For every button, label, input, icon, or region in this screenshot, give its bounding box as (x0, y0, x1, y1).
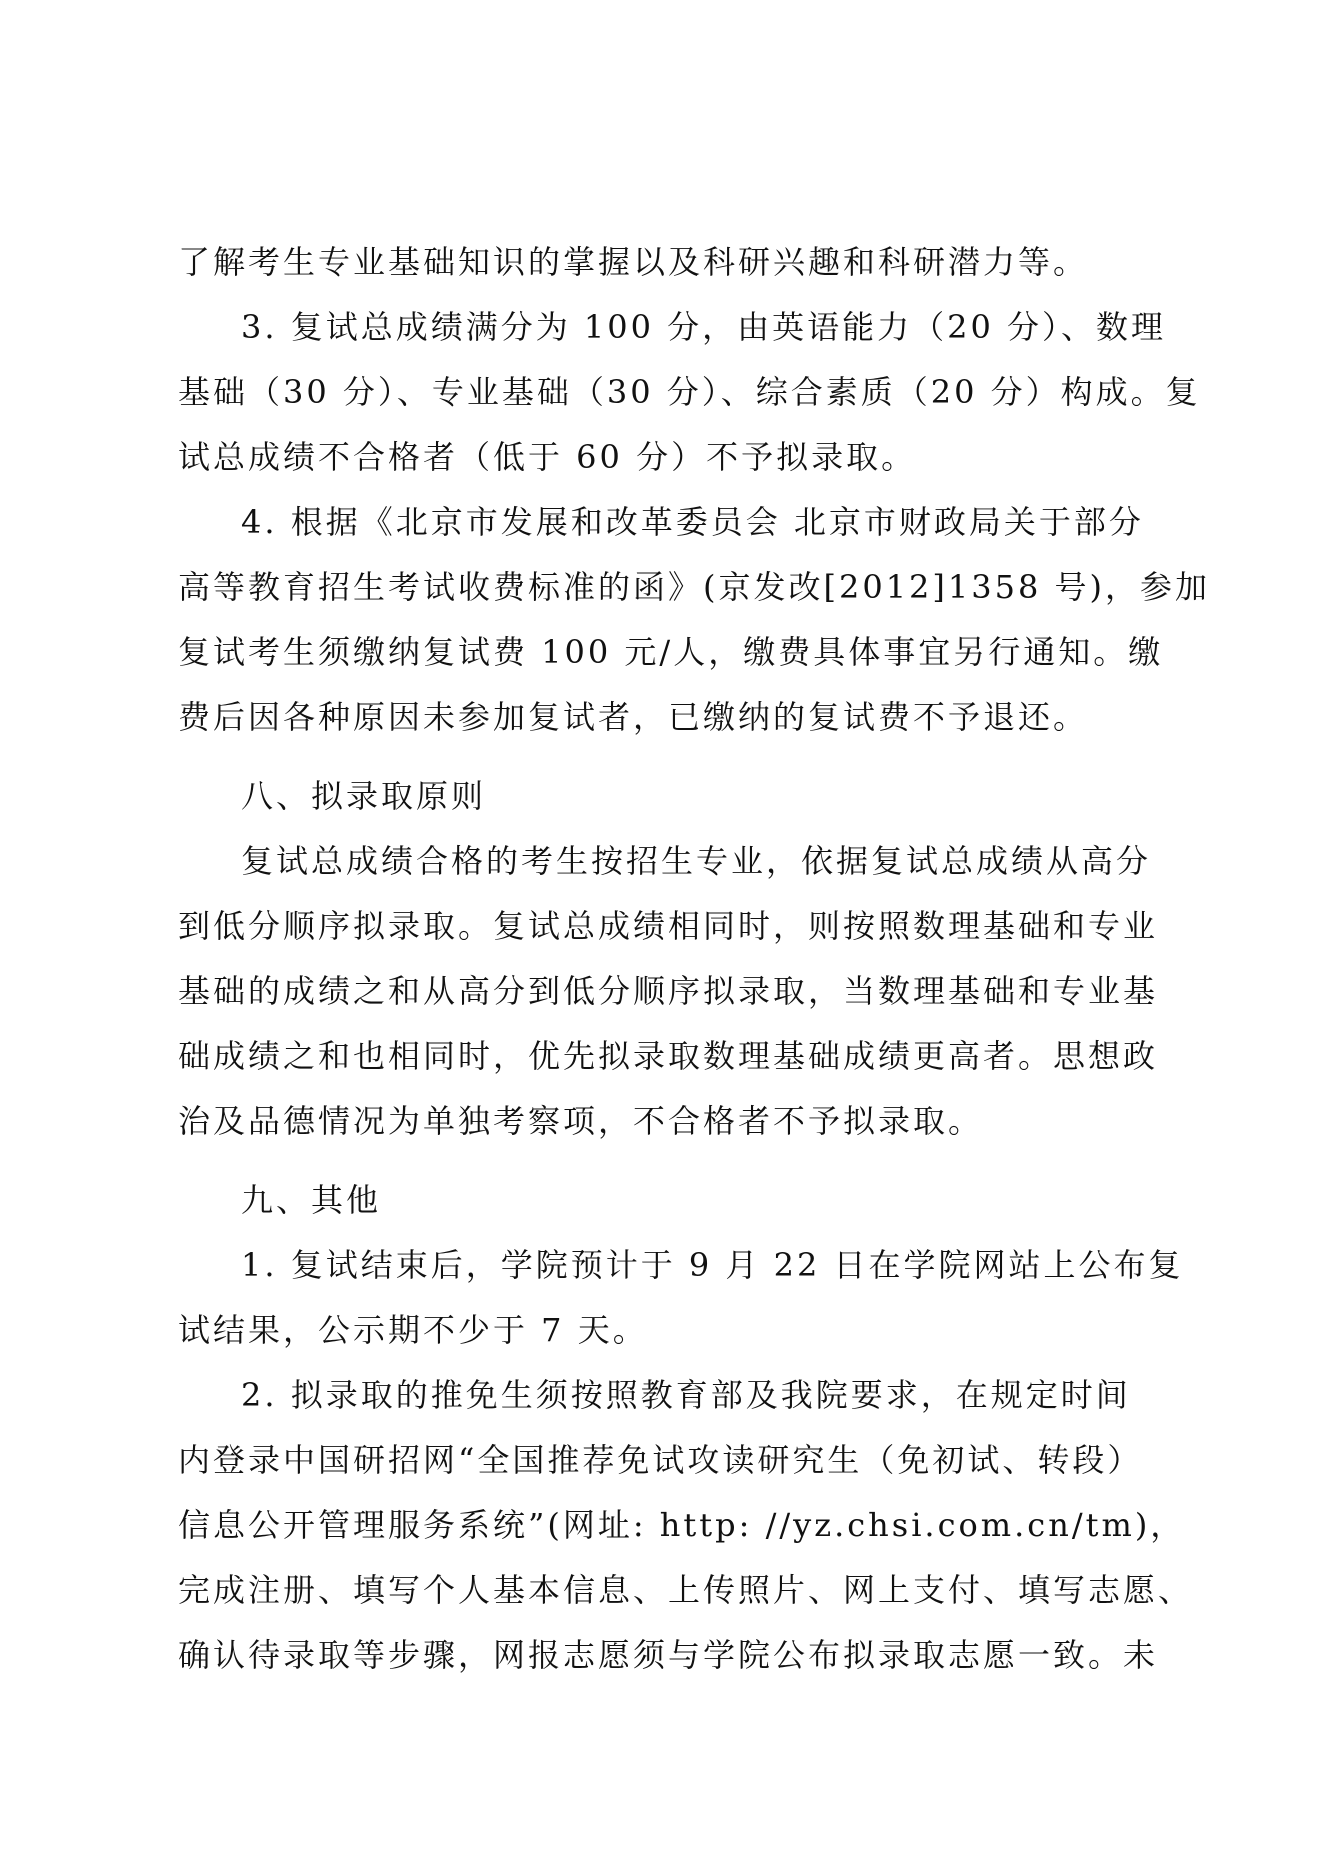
paragraph-line: 复试考生须缴纳复试费 100 元/人，缴费具体事宜另行通知。缴 (178, 633, 1164, 671)
paragraph-line: 基础（30 分）、专业基础（30 分）、综合素质（20 分）构成。复 (178, 373, 1201, 411)
paragraph-line: 复试总成绩合格的考生按招生专业，依据复试总成绩从高分 (241, 842, 1152, 880)
section-heading: 八、拟录取原则 (241, 777, 487, 815)
paragraph-line: 完成注册、填写个人基本信息、上传照片、网上支付、填写志愿、 (178, 1571, 1194, 1609)
paragraph-line: 确认待录取等步骤，网报志愿须与学院公布拟录取志愿一致。未 (178, 1636, 1159, 1674)
paragraph-line: 高等教育招生考试收费标准的函》(京发改[2012]1358 号)，参加 (178, 568, 1210, 606)
paragraph-line: 2. 拟录取的推免生须按照教育部及我院要求，在规定时间 (241, 1376, 1131, 1414)
paragraph-line: 治及品德情况为单独考察项，不合格者不予拟录取。 (178, 1102, 984, 1140)
paragraph-line: 4. 根据《北京市发展和改革委员会 北京市财政局关于部分 (241, 503, 1144, 541)
paragraph-line: 础成绩之和也相同时，优先拟录取数理基础成绩更高者。思想政 (178, 1037, 1159, 1075)
paragraph-line: 了解考生专业基础知识的掌握以及科研兴趣和科研潜力等。 (178, 243, 1089, 281)
paragraph-line: 1. 复试结束后，学院预计于 9 月 22 日在学院网站上公布复 (241, 1246, 1184, 1284)
paragraph-line: 试结果，公示期不少于 7 天。 (178, 1311, 648, 1349)
paragraph-line: 试总成绩不合格者（低于 60 分）不予拟录取。 (178, 438, 917, 476)
document-body (178, 230, 1210, 1688)
paragraph-line: 3. 复试总成绩满分为 100 分，由英语能力（20 分）、数理 (241, 308, 1167, 346)
paragraph-line: 内登录中国研招网“全国推荐免试攻读研究生（免初试、转段） (178, 1441, 1143, 1479)
section-heading: 九、其他 (241, 1181, 382, 1219)
paragraph-line: 到低分顺序拟录取。复试总成绩相同时，则按照数理基础和专业 (178, 907, 1159, 945)
paragraph-line: 基础的成绩之和从高分到低分顺序拟录取，当数理基础和专业基 (178, 972, 1159, 1010)
paragraph-line: 信息公开管理服务系统”(网址: http: //yz.chsi.com.cn/tm)， (178, 1506, 1186, 1544)
paragraph-line: 费后因各种原因未参加复试者，已缴纳的复试费不予退还。 (178, 698, 1089, 736)
